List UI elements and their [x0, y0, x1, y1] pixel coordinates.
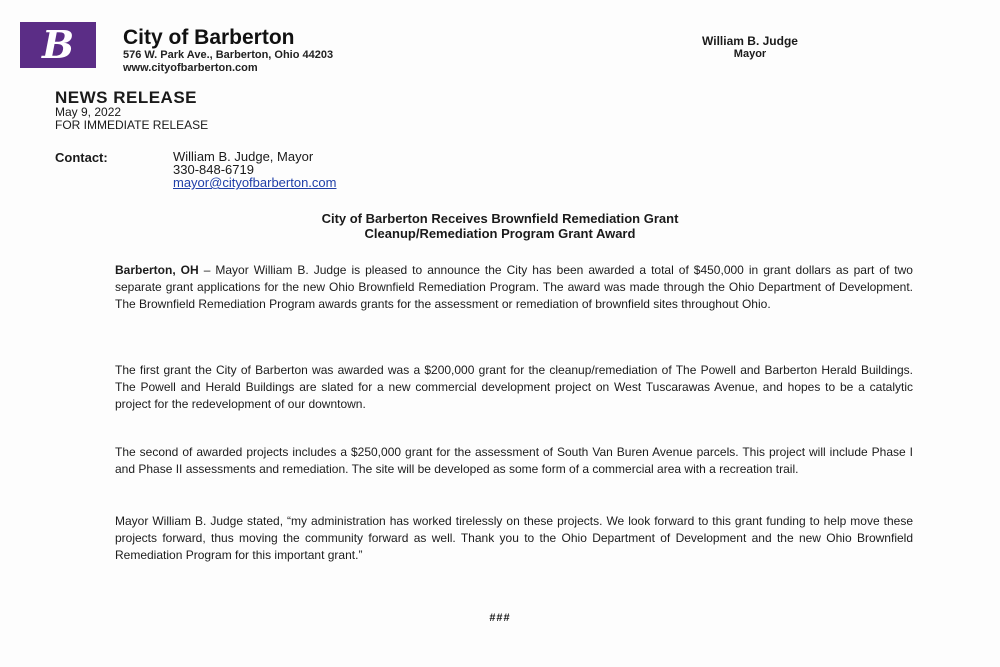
contact-email-link[interactable]: mayor@cityofbarberton.com: [173, 175, 337, 190]
mayor-title: Mayor: [733, 48, 767, 60]
headline-line-2: Cleanup/Remediation Program Grant Award: [364, 226, 636, 241]
release-heading: NEWS RELEASE: [55, 88, 198, 107]
headline-line-1: City of Barberton Receives Brownfield Remediation Grant: [321, 211, 679, 226]
org-address: 576 W. Park Ave., Barberton, Ohio 44203: [123, 49, 334, 61]
end-mark: ###: [489, 612, 511, 624]
org-name: City of Barberton: [123, 26, 295, 49]
logo-letter: B: [41, 22, 75, 67]
release-headline: [0, 211, 1000, 241]
contact-name: William B. Judge, Mayor: [173, 149, 314, 164]
contact-info: [173, 150, 336, 189]
paragraph-2: The first grant the City of Barberton was awarded was a $200,000 grant for the cleanup/remediation of The Powell and Barberton Herald Buildings. The Powell and Herald Buildings are slated for a new commercial development project on West Tuscarawas Avenue, and hopes to be a catalytic project for the redevelopment of our downtown.: [115, 363, 913, 411]
release-date: May 9, 2022: [55, 105, 122, 119]
paragraph-4: Mayor William B. Judge stated, “my administration has worked tirelessly on these projects. We look forward to this grant funding to help move these projects forward, thus moving the community forward as well. Thank you to the Ohio Department of Development and the new Ohio Brownfield Remediation Program for this important grant.”: [115, 514, 913, 562]
contact-label: Contact:: [55, 150, 108, 165]
letterhead-mayor: [660, 34, 840, 61]
paragraph-3: The second of awarded projects includes a $250,000 grant for the assessment of South Van Buren Avenue parcels. This project will include Phase I and Phase II assessments and remediation. The site will be developed as some form of a commercial area with a recreation trail.: [115, 445, 913, 476]
contact-phone: 330-848-6719: [173, 162, 254, 177]
city-logo: [20, 22, 96, 68]
paragraph-1: [115, 262, 913, 313]
paragraph-1-text: – Mayor William B. Judge is pleased to announce the City has been awarded a total of $450,000 in grant dollars as part of two separate grant applications for the new Ohio Brownfield Remediation Program. The award was made through the Ohio Department of Development. The Brownfield Remediation Program awards grants for the assessment or remediation of brownfield sites throughout Ohio.: [115, 263, 913, 311]
release-info: [55, 89, 208, 132]
release-timing: FOR IMMEDIATE RELEASE: [55, 118, 209, 132]
org-website: www.cityofbarberton.com: [123, 62, 258, 74]
dateline: Barberton, OH: [115, 263, 199, 277]
mayor-name: William B. Judge: [702, 34, 798, 48]
letterhead-org: [123, 27, 333, 75]
